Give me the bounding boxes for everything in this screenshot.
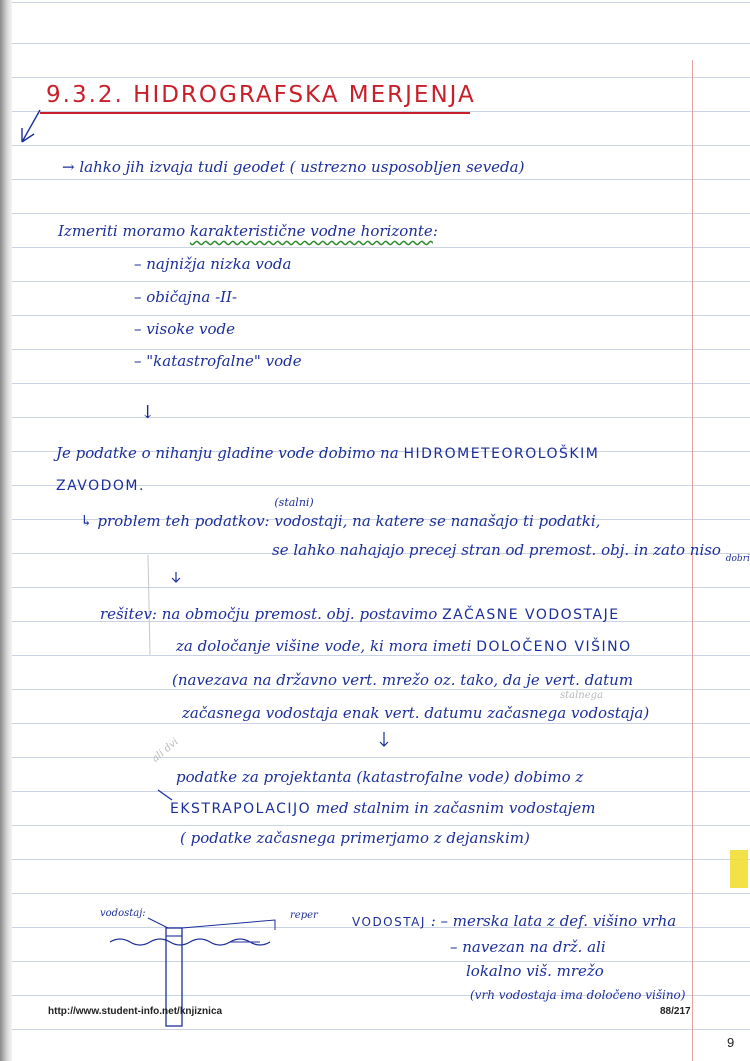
page-number: 9 [727,1035,735,1050]
vodostaj-caps: VODOSTAJ [352,915,426,929]
side-note: ali dvi [150,736,181,765]
determine-caps: DOLOČENO VIŠINO [476,639,632,655]
vodostaj-line-4: (vrh vodostaja ima določeno višino) [470,988,686,1002]
vodostaj-line [352,912,676,930]
data-text: med stalnim in začasnim vodostajem [315,799,596,817]
intro-line [58,222,438,240]
problem-text: vodostaji, na katere se nanašajo ti podatki, [274,512,601,530]
down-arrow: ↓ [140,402,156,423]
list-item: – "katastrofalne" vode [134,352,302,370]
list-item: – visoke vode [134,320,235,338]
navezava-line: (navezava na državno vert. mrežo oz. tako, da je vert. datum [172,671,634,689]
paragraph-line [56,444,599,462]
footer-page: 88/217 [660,1006,691,1017]
problem-superscript: (stalni) [274,496,314,509]
margin-arrow-icon [22,110,40,142]
intro-suffix: : [432,222,438,240]
intro-underlined: karakteristične vodne horizonte [189,222,433,240]
paragraph-line-2: ZAVODOM. [56,478,145,494]
problem-text-2: se lahko nahajajo precej stran od premost. obj. in zato niso [272,541,721,559]
problem-subscript: dobri [725,554,750,564]
sketch-label: vodostaj: [100,908,146,919]
solution-text: rešitev: na območju premost. obj. postavimo [100,605,438,623]
data-line-3: ( podatke začasnega primerjamo z dejanskim) [180,829,530,847]
determine-line [176,637,632,655]
data-line: podatke za projektanta (katastrofalne vode) dobimo z [176,768,584,786]
problem-line [80,496,601,530]
geodet-note: → lahko jih izvaja tudi geodet ( ustrezno usposobljen seveda) [62,158,525,176]
navezava-line-2 [182,704,649,722]
navezava-superscript: stalnega [560,690,604,701]
data-caps: EKSTRAPOLACIJO [170,801,312,817]
navezava-text: začasnega vodostaja enak vert. datumu začasnega vodostaja) [182,704,650,722]
vodostaj-line-3: lokalno viš. mrežo [466,962,604,980]
solution-line [100,605,620,623]
paragraph-text: Je podatke o nihanju gladine vode dobimo na [56,444,399,462]
list-item: – običajna -II- [134,288,238,306]
determine-text: za določanje višine vode, ki mora imeti [176,637,472,655]
problem-line-2 [272,541,750,564]
intro-prefix: Izmeriti moramo [58,222,186,240]
vodostaj-text-1: : – merska lata z def. višino vrha [430,912,677,930]
problem-label: ↳ problem teh podatkov: [80,512,270,530]
paragraph-caps: HIDROMETEOROLOŠKIM [403,446,600,462]
sketch-reper-label: reper [290,910,318,921]
list-item: – najnižja nizka voda [134,255,292,273]
section-heading: 9.3.2. HIDROGRAFSKA MERJENJA [46,82,476,108]
solution-caps: ZAČASNE VODOSTAJE [442,607,620,623]
data-line-2 [170,799,595,817]
vodostaj-line-2: – navezan na drž. ali [450,938,606,956]
footer-url: http://www.student-info.net/knjiznica [48,1006,223,1017]
